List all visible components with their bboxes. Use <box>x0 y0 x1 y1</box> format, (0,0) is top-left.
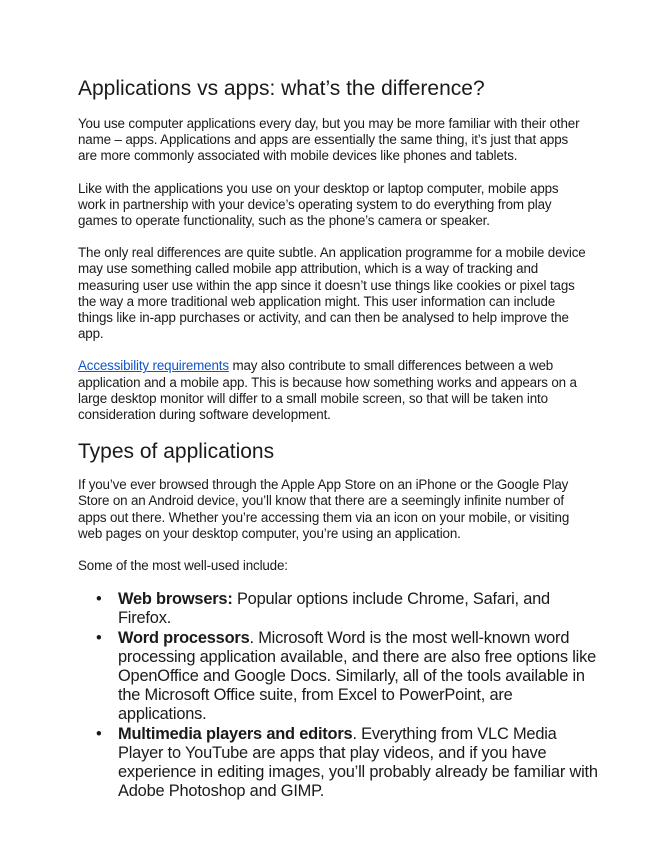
list-item-web-browsers <box>96 590 598 628</box>
list-item-multimedia <box>96 724 598 802</box>
paragraph-intro: You use computer applications every day, but you may be more familiar with their other name – apps. Applications and apps are essentially the same thing, it’s just that apps are more commonly associated with mobile devices like phones and tablets. <box>78 116 580 164</box>
heading-applications-vs-apps: Applications vs apps: what’s the difference? <box>78 77 485 100</box>
paragraph-accessibility <box>78 358 588 423</box>
paragraph-differences: The only real differences are quite subtle. An application programme for a mobile device may use something called mobile app attribution, which is a way of tracking and measuring user use within the app since it doesn’t use things like cookies or pixel tags the way a more traditional web application might. This user information can include things like in-app purchases or activity, and can then be analysed to help improve the app. <box>78 245 586 342</box>
accessibility-paragraph-text: may also contribute to small differences between a web application and a mobile app. This is because how something works and appears on a large desktop monitor will differ to a small mobile screen, so that will be taken into consideration during software development. <box>78 358 577 423</box>
list-item-bold: Web browsers: <box>118 590 233 609</box>
bullet-icon: • <box>96 590 102 609</box>
paragraph-app-stores: If you’ve ever browsed through the Apple App Store on an iPhone or the Google Play Store on an Android device, you’ll know that there are a seemingly infinite number of apps out there. Whether you’re accessing them via an icon on your mobile, or visiting web pages on your desktop computer, you’re using an application. <box>78 477 570 541</box>
list-item-text: . Everything from VLC Media Player to YouTube are apps that play videos, and if you have experience in editing images, you’ll probably already be familiar with Adobe Photoshop and GIMP. <box>118 724 598 801</box>
applications-list <box>78 590 598 801</box>
accessibility-requirements-link[interactable]: Accessibility requirements <box>78 358 229 374</box>
bullet-icon: • <box>96 628 102 647</box>
heading-types-of-applications: Types of applications <box>78 440 275 464</box>
list-item-text: Popular options include Chrome, Safari, and Firefox. <box>118 590 550 628</box>
paragraph-most-used: Some of the most well-used include: <box>78 558 288 574</box>
list-item-word-processors <box>96 628 598 725</box>
document-page <box>78 76 598 802</box>
bullet-icon: • <box>96 724 102 743</box>
paragraph-operating-system: Like with the applications you use on your desktop or laptop computer, mobile apps work in partnership with your device’s operating system to do everything from play games to operate functionality, such as the phone’s camera or speaker. <box>78 180 559 229</box>
list-item-bold: Word processors <box>118 628 250 647</box>
list-item-text: . Microsoft Word is the most well-known word processing application available, and there are also free options like OpenOffice and Google Docs. Similarly, all of the tools available in the Microsoft Office suite, from Excel to PowerPoint, are applications. <box>118 628 597 724</box>
list-item-bold: Multimedia players and editors <box>118 724 353 743</box>
